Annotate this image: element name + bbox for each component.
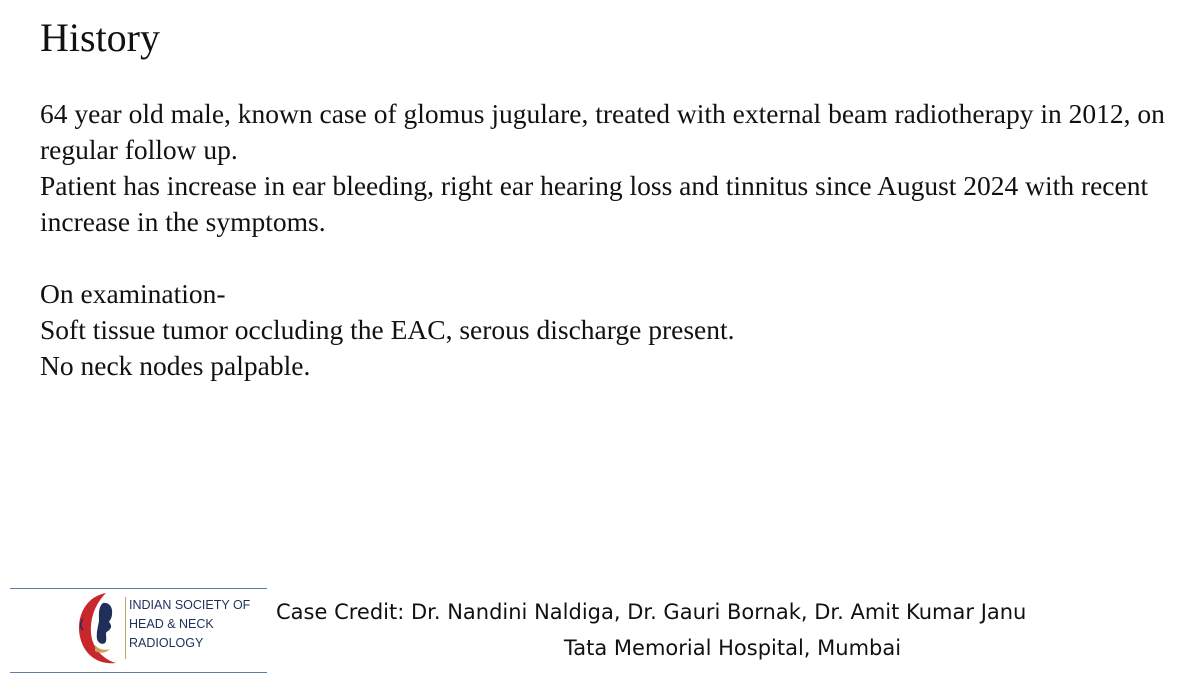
case-credit	[270, 594, 1195, 666]
paragraph-gap	[40, 240, 1170, 276]
logo-text	[129, 596, 250, 653]
logo-line: RADIOLOGY	[129, 636, 204, 650]
isnhr-logo-icon	[76, 589, 126, 669]
slide-title: History	[40, 15, 160, 60]
institution-line: Tata Memorial Hospital, Mumbai	[563, 636, 902, 660]
examination-heading: On examination-	[40, 278, 226, 309]
logo-line: INDIAN SOCIETY OF	[129, 598, 251, 612]
logo-line: HEAD & NECK	[129, 617, 214, 631]
logo-divider	[125, 597, 126, 659]
history-paragraph: Patient has increase in ear bleeding, right ear hearing loss and tinnitus since August 2024 with recent increase in the symptoms.	[40, 170, 1149, 237]
slide-body	[40, 96, 1170, 384]
examination-finding: Soft tissue tumor occluding the EAC, serous discharge present.	[40, 314, 735, 345]
case-credit-line: Case Credit: Dr. Nandini Naldiga, Dr. Gauri Bornak, Dr. Amit Kumar Janu	[276, 600, 1027, 624]
footer-rule-bottom	[10, 672, 267, 673]
history-paragraph: 64 year old male, known case of glomus jugulare, treated with external beam radiotherapy in 2012, on regular follow up.	[40, 98, 1165, 165]
examination-finding: No neck nodes palpable.	[40, 350, 311, 381]
society-logo	[76, 589, 266, 669]
